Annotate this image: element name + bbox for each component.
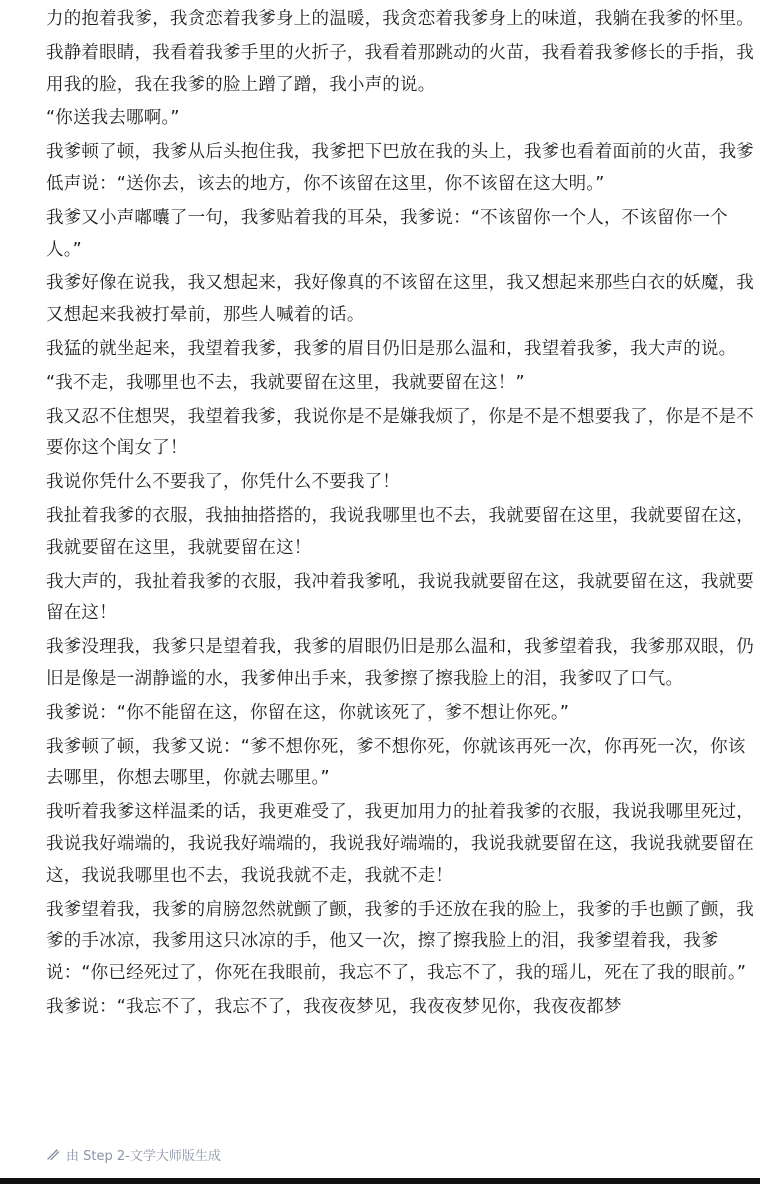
paragraph: 我爹顿了顿，我爹从后头抱住我，我爹把下巴放在我的头上，我爹也看着面前的火苗，我爹低声说：“送你去，该去的地方，你不该留在这里，你不该留在这大明。”: [46, 142, 754, 194]
bottom-border: [0, 1178, 760, 1184]
paragraph: 我扯着我爹的衣服，我抽抽搭搭的，我说我哪里也不去，我就要留在这里，我就要留在这，我就要留在这里，我就要留在这！: [46, 505, 754, 558]
paragraph: 我爹说：“你不能留在这，你留在这，你就该死了，爹不想让你死。”: [46, 702, 570, 723]
paragraph: 我静着眼睛，我看着我爹手里的火折子，我看着那跳动的火苗，我看着我爹修长的手指，我用我的脸，我在我爹的脸上蹭了蹭，我小声的说。: [46, 42, 754, 95]
paragraph: 我爹又小声嘟囔了一句，我爹贴着我的耳朵，我爹说：“不该留你一个人，不该留你一个人。”: [46, 207, 728, 260]
footer-text: 由 Step 2-文学大师版生成: [66, 1148, 221, 1164]
paragraph: 我爹说：“我忘不了，我忘不了，我夜夜梦见，我夜夜梦见你，我夜夜都梦: [46, 996, 622, 1017]
magic-wand-icon: [46, 1147, 60, 1161]
paragraph: 我爹望着我，我爹的肩膀忽然就颤了颤，我爹的手还放在我的脸上，我爹的手也颤了颤，我爹的手冰凉，我爹用这只冰凉的手，他又一次，擦了擦我脸上的泪，我爹望着我，我爹说：“你已经死过了，你死在我眼前，我忘不了，我忘不了，我的瑶儿，死在了我的眼前。”: [46, 899, 754, 984]
paragraph: 我爹好像在说我，我又想起来，我好像真的不该留在这里，我又想起来那些白衣的妖魔，我又想起来我被打晕前，那些人喊着的话。: [46, 273, 754, 326]
paragraph: 我听着我爹这样温柔的话，我更难受了，我更加用力的扯着我爹的衣服，我说我哪里死过，我说我好端端的，我说我好端端的，我说我好端端的，我说我就要留在这，我说我就要留在这，我说我哪里也不去，我说我就不走，我就不走！: [46, 802, 754, 886]
paragraph: 我又忍不住想哭，我望着我爹，我说你是不是嫌我烦了，你是不是不想要我了，你是不是不要你这个闺女了！: [46, 406, 754, 459]
paragraph: “你送我去哪啊。”: [46, 108, 180, 129]
paragraph: 我猛的就坐起来，我望着我爹，我爹的眉目仍旧是那么温和，我望着我爹，我大声的说。: [46, 338, 737, 359]
generated-by-footer: [46, 1143, 221, 1165]
paragraph: 我大声的，我扯着我爹的衣服，我冲着我爹吼，我说我就要留在这，我就要留在这，我就要留在这！: [46, 571, 754, 624]
paragraph: 我说你凭什么不要我了，你凭什么不要我了！: [46, 472, 400, 493]
paragraph: 力的抱着我爹，我贪恋着我爹身上的温暖，我贪恋着我爹身上的味道，我躺在我爹的怀里。: [46, 9, 754, 29]
paragraph: “我不走，我哪里也不去，我就要留在这里，我就要留在这！”: [46, 372, 525, 393]
article-body: [46, 4, 758, 1026]
paragraph: 我爹顿了顿，我爹又说：“爹不想你死，爹不想你死，你就该再死一次，你再死一次，你该去哪里，你想去哪里，你就去哪里。”: [46, 736, 746, 789]
paragraph: 我爹没理我，我爹只是望着我，我爹的眉眼仍旧是那么温和，我爹望着我，我爹那双眼，仍旧是像是一湖静谧的水，我爹伸出手来，我爹擦了擦我脸上的泪，我爹叹了口气。: [46, 637, 754, 689]
